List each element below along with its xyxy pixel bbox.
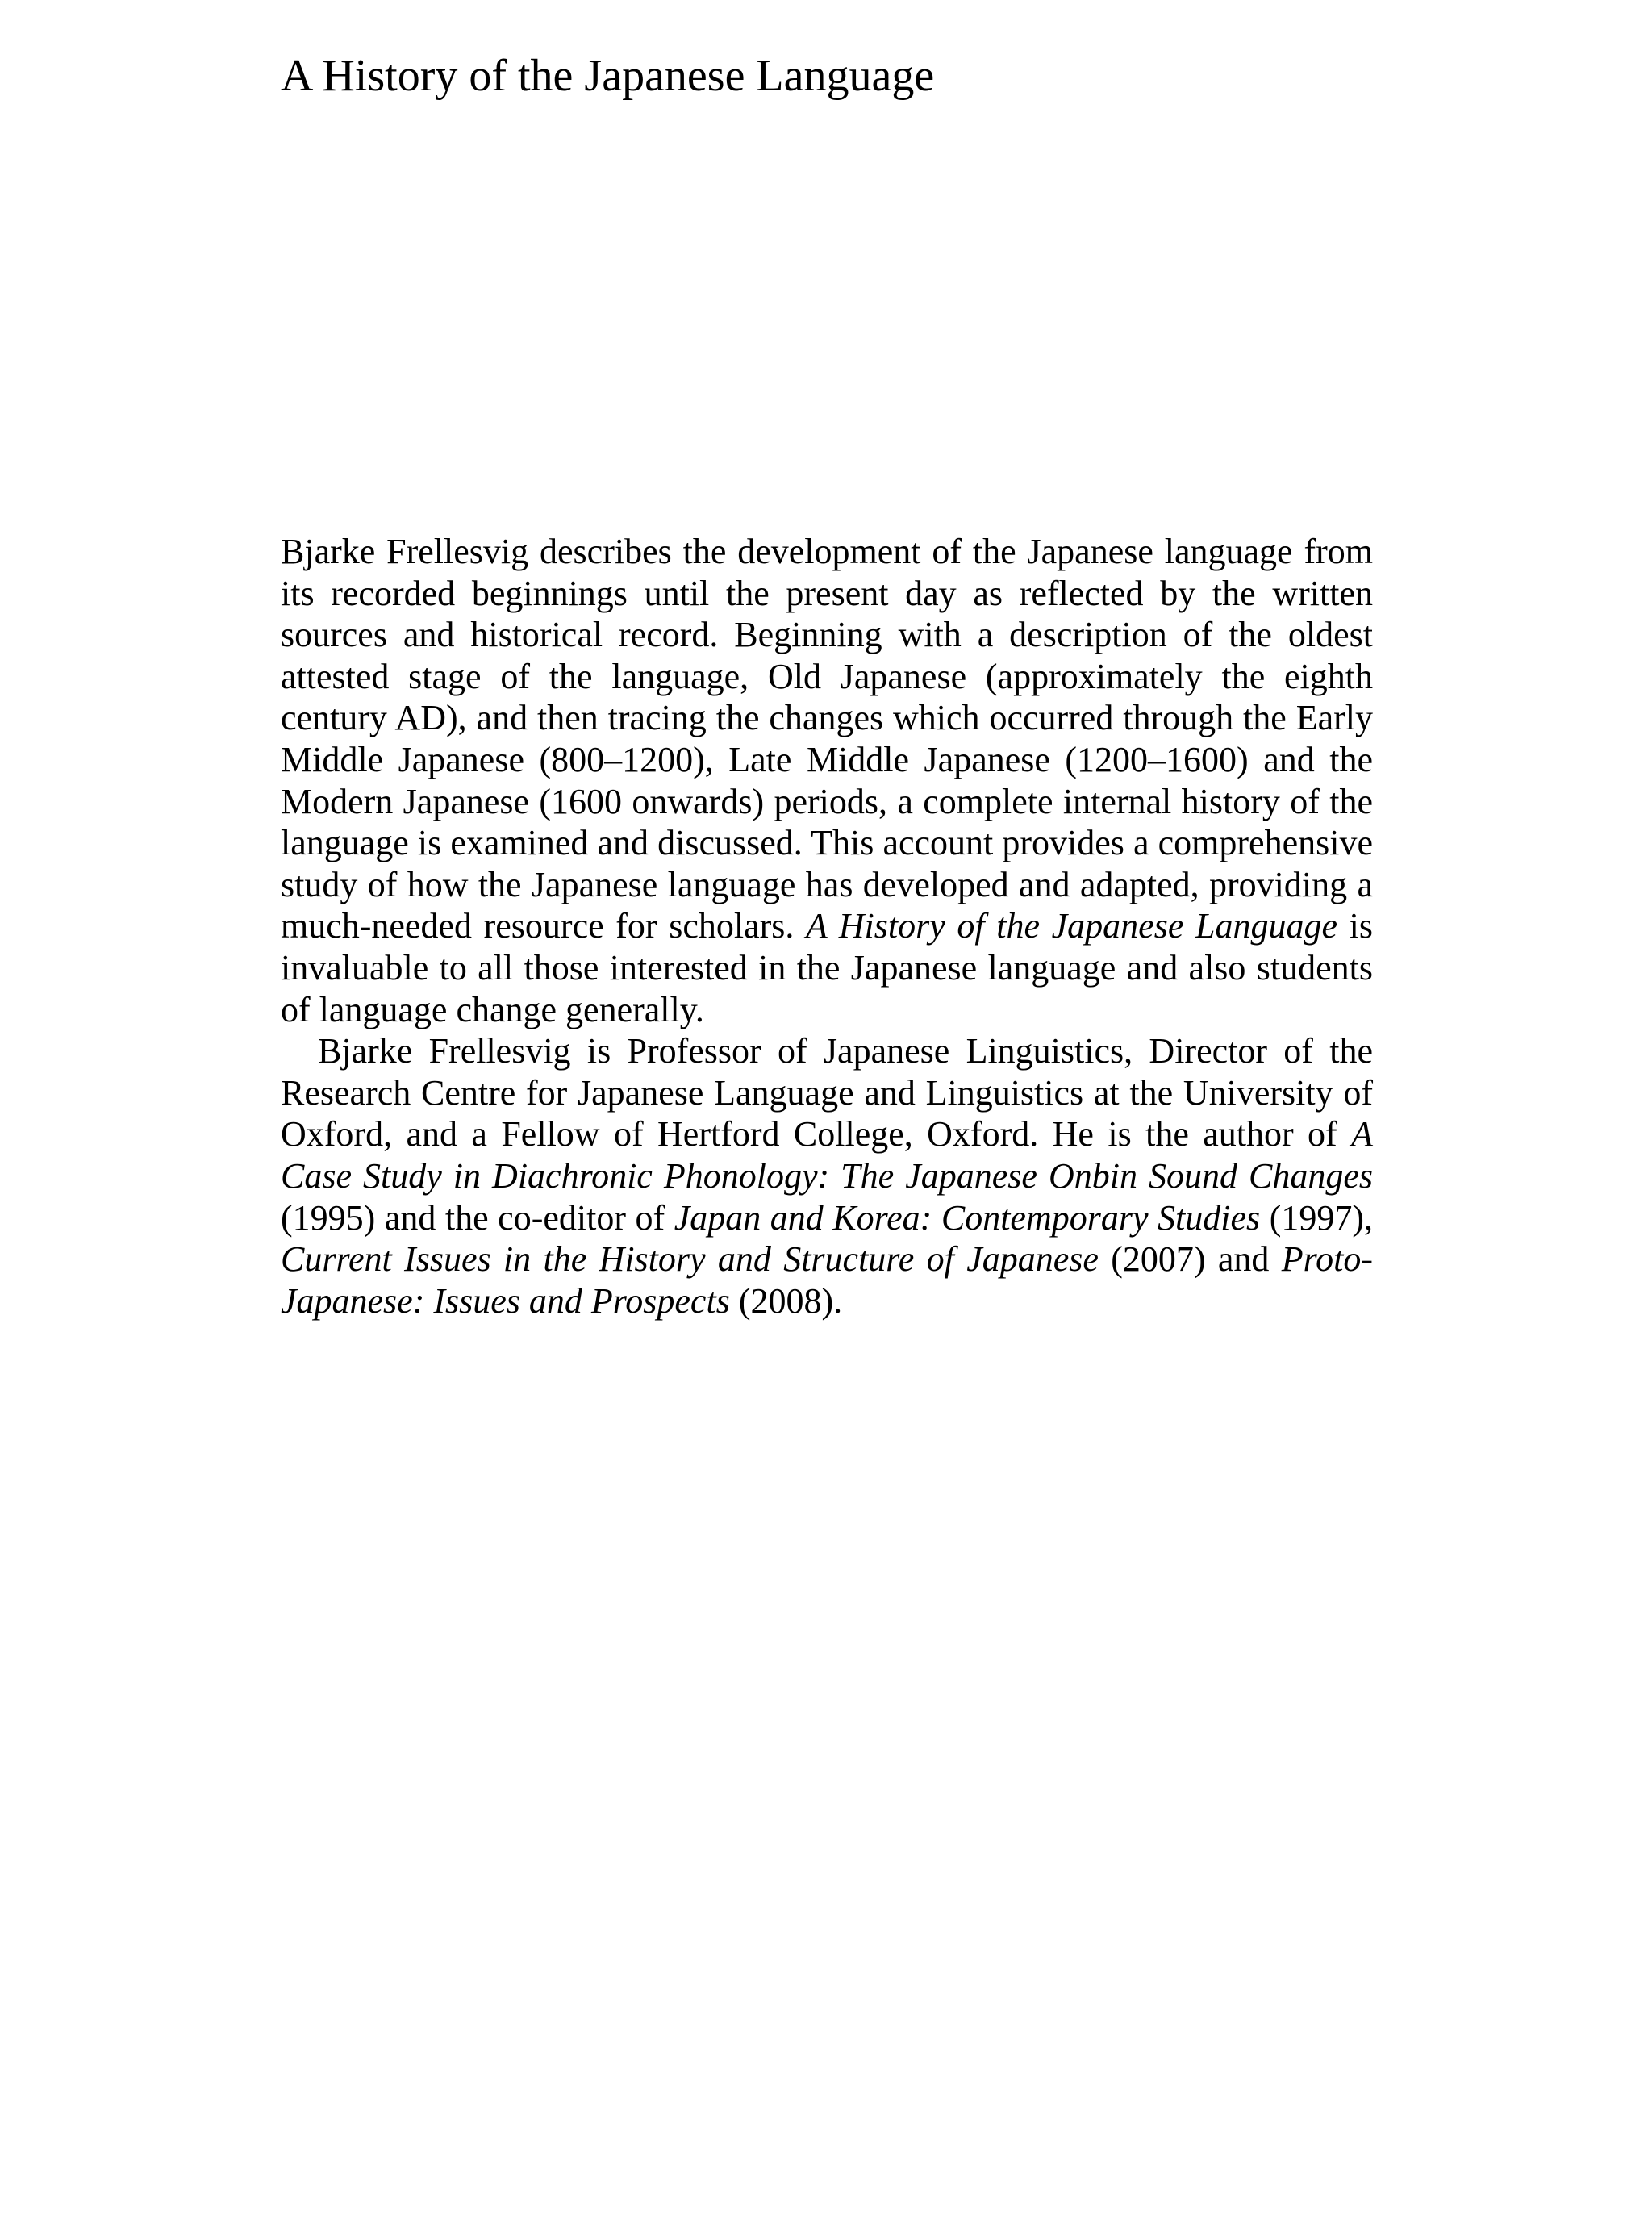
description-end: is invaluable to all those interested in the Japanese language and also students of language change generally.: [281, 906, 1373, 1029]
book1-title: A Case Study in Diachronic Phonology: The Japanese Onbin Sound Changes: [281, 1114, 1373, 1196]
book4-year: (2008).: [729, 1280, 843, 1321]
bio-intro: Bjarke Frellesvig is Professor of Japanese Linguistics, Director of the Research Centre for Japanese Language and Linguistics at the University of Oxford, and a Fellow of Hertford College, Oxford. He is the author of: [281, 1031, 1373, 1155]
book3-year: (2007) and: [1098, 1239, 1282, 1280]
blurb: [281, 531, 1373, 1322]
book4-title: Proto-Japanese: Issues and Prospects: [281, 1239, 1373, 1321]
book2-year: (1997),: [1260, 1197, 1373, 1238]
page-title: A History of the Japanese Language: [281, 51, 935, 101]
book1-year: (1995) and the co-editor of: [281, 1197, 674, 1238]
description-text: Bjarke Frellesvig describes the development of the Japanese language from its recorded beginnings until the present day as reflected by the written sources and historical record. Beginning with a description of the oldest attested stage of the language, Old Japanese (approximately the eighth century AD), and then tracing the changes which occurred through the Early Middle Japanese (800–1200), Late Middle Japanese (1200–1600) and the Modern Japanese (1600 onwards) periods, a complete internal history of the language is examined and discussed. This account provides a comprehensive study of how the Japanese language has developed and adapted, providing a much-needed resource for scholars.: [281, 532, 1373, 946]
book2-title: Japan and Korea: Contemporary Studies: [674, 1197, 1261, 1238]
book3-title: Current Issues in the History and Structure of Japanese: [281, 1239, 1099, 1280]
description-paragraph: [281, 531, 1373, 1030]
book-title-italic: A History of the Japanese Language: [806, 906, 1337, 946]
author-bio-paragraph: [281, 1030, 1373, 1322]
